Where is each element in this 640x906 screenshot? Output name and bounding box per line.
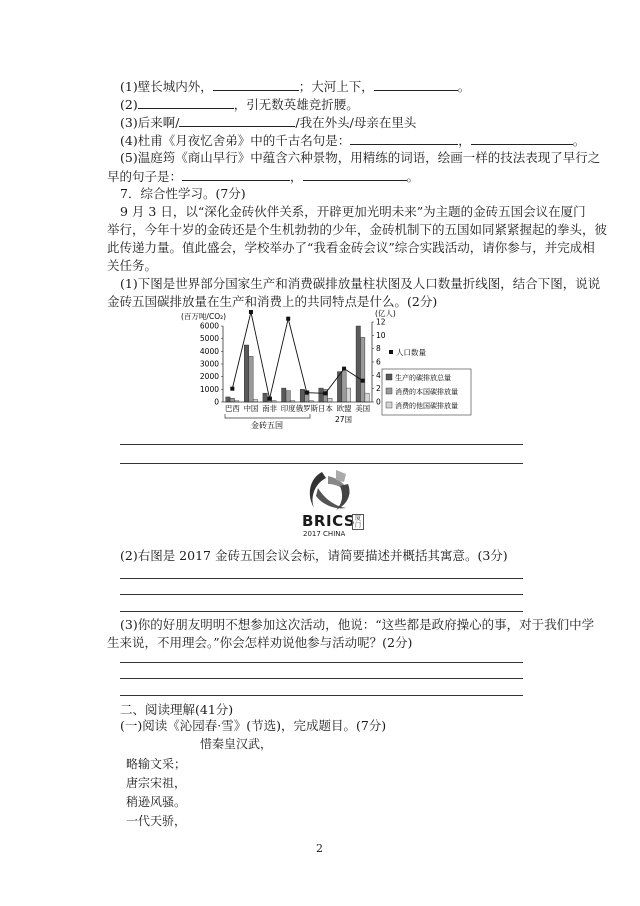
legend-swatch [386, 388, 392, 394]
legend-swatch [386, 402, 392, 408]
category-label: 南非 [262, 404, 278, 413]
answer-blank[interactable] [182, 168, 290, 181]
bar-1 [356, 326, 360, 402]
y-tick-label: 5000 [199, 334, 219, 344]
population-point [342, 367, 346, 371]
section2-title: 二、阅读理解(41分) [120, 702, 234, 717]
category-label: 俄罗斯 [295, 404, 319, 413]
q7-intro-2: 举行，今年十岁的金砖还是个生机勃勃的少年，金砖机制下的五国如同紧紧握起的拳头，彼 [107, 222, 608, 237]
answer-blank[interactable] [471, 132, 573, 145]
legend-label: 生产的碳排放总量 [395, 374, 451, 382]
q6-line-1: (1)壁长城内外， ；大河上下， 。 [120, 79, 471, 94]
population-point [268, 397, 272, 401]
poem-line-1: 惜秦皇汉武， [200, 737, 273, 751]
population-point [230, 387, 234, 391]
category-label: 欧盟 [336, 404, 352, 413]
q7-intro-1: 9 月 3 日，以“深化金砖伙伴关系，开辟更加光明未来”为主题的金砖五国会议在厦门 [120, 204, 586, 219]
q7-sub1-2: 金砖五国碳排放量在生产和消费上的共同特点是什么。(2分) [107, 294, 438, 309]
chart-y2label: (亿人) [375, 309, 396, 318]
bar-2 [249, 356, 253, 402]
brics-logo [300, 468, 370, 540]
bar-3 [346, 388, 350, 402]
bar-1 [263, 393, 267, 402]
y2-tick-label: 4 [376, 370, 381, 380]
answer-blank[interactable] [374, 78, 458, 91]
answer-blank[interactable] [138, 96, 234, 109]
brics-seal: 厦门 [352, 514, 364, 530]
population-point [361, 379, 365, 383]
bar-2 [230, 398, 234, 402]
answer-line[interactable] [120, 695, 523, 696]
q7-intro-3: 此传递力量。值此盛会，学校举办了“我看金砖会议”综合实践活动，请你参与，并完成相 [107, 240, 595, 255]
poem-line-3: 唐宗宋祖， [126, 776, 187, 790]
answer-blank[interactable] [350, 132, 458, 145]
q7-intro-4: 关任务。 [107, 258, 158, 273]
y2-tick-label: 10 [376, 330, 386, 340]
bar-2 [342, 372, 346, 402]
y2-tick-label: 0 [376, 397, 381, 407]
bar-1 [300, 389, 304, 402]
brics-wordmark: BRICS [302, 512, 356, 530]
legend-label: 消费的本国碳排放量 [395, 388, 458, 396]
bar-1 [226, 397, 230, 402]
brics-bracket [225, 414, 310, 418]
y2-tick-label: 2 [376, 384, 381, 394]
q6-line-3: (3)后来啊/ /我在外头/母亲在里头 [120, 115, 417, 130]
y-tick-label: 6000 [199, 321, 219, 331]
answer-blank[interactable] [303, 168, 407, 181]
population-point [305, 391, 309, 395]
q7-title: 7．综合性学习。(7分) [120, 186, 246, 201]
population-point [286, 317, 290, 321]
group-label: 金砖五国 [251, 421, 283, 430]
carbon-emission-chart [175, 308, 475, 438]
answer-blank[interactable] [179, 114, 295, 127]
category-label: 美国 [355, 404, 371, 413]
population-point [249, 310, 253, 314]
brics-emblem-icon [300, 468, 370, 514]
q6-line-5: (5)温庭筠《商山早行》中蕴含六种景物，用精练的词语，绘画一样的技法表现了早行之 [120, 150, 601, 165]
poem-line-4: 稍逊风骚。 [126, 795, 187, 809]
q7-sub3-1: (3)你的好朋友明明不想参加这次活动，他说：“这些都是政府操心的事，对于我们中学 [120, 617, 595, 632]
page-number: 2 [316, 842, 323, 855]
q7-sub3-2: 生来说，不用理会。”你会怎样劝说他参与活动呢？(2分) [107, 635, 413, 650]
category-label: 巴西 [224, 404, 240, 413]
bar-1 [319, 388, 323, 402]
y2-tick-label: 12 [376, 317, 386, 327]
answer-blank[interactable] [213, 78, 299, 91]
y-tick-label: 1000 [199, 384, 219, 394]
y-tick-label: 4000 [199, 346, 219, 356]
section2-part1: (一)阅读《沁园春·雪》(节选)，完成题目。(7分) [120, 718, 387, 733]
bar-1 [282, 388, 286, 402]
y-tick-label: 3000 [199, 359, 219, 369]
answer-line[interactable] [120, 611, 523, 612]
q6-line-6: 早的句子是： ， 。 [107, 169, 420, 184]
answer-line[interactable] [120, 463, 523, 464]
answer-line[interactable] [120, 662, 523, 663]
bar-2 [286, 391, 290, 402]
brics-year: 2017 CHINA [303, 530, 346, 538]
bar-2 [360, 337, 364, 402]
answer-line[interactable] [120, 594, 523, 595]
legend-swatch [386, 374, 392, 380]
q6-line-4: (4)杜甫《月夜忆舍弟》中的千古名句是： ， 。 [120, 133, 586, 148]
y2-tick-label: 8 [376, 344, 381, 354]
answer-line[interactable] [120, 444, 523, 445]
category-label: 中国 [243, 404, 259, 413]
legend-marker-line [389, 350, 393, 354]
legend-label: 人口数量 [396, 348, 426, 357]
poem-line-2: 略输文采； [126, 757, 187, 771]
answer-line[interactable] [120, 578, 523, 579]
chart-ylabel: (百万吨/CO₂) [181, 312, 227, 321]
y-tick-label: 2000 [199, 372, 219, 382]
q7-sub1-1: (1)下图是世界部分国家生产和消费碳排放量柱状图及人口数量折线图，结合下图，说说 [120, 276, 601, 291]
answer-line[interactable] [120, 678, 523, 679]
y-tick-label: 0 [214, 397, 219, 407]
legend-label: 消费的他国碳排放量 [395, 402, 458, 410]
population-point [323, 391, 327, 395]
category-label: 日本 [317, 404, 333, 413]
bar-3 [365, 393, 369, 402]
y2-tick-label: 6 [376, 357, 381, 367]
category-label: 印度 [280, 404, 296, 413]
bar-3 [328, 398, 332, 402]
poem-line-5: 一代天骄， [126, 814, 187, 828]
eu-note: 27国 [335, 415, 353, 424]
q7-sub2: (2)右图是 2017 金砖五国会议会标，请简要描述并概括其寓意。(3分) [120, 548, 508, 563]
q6-line-2: (2) ，引无数英雄竞折腰。 [120, 97, 359, 112]
bar-1 [244, 345, 248, 402]
